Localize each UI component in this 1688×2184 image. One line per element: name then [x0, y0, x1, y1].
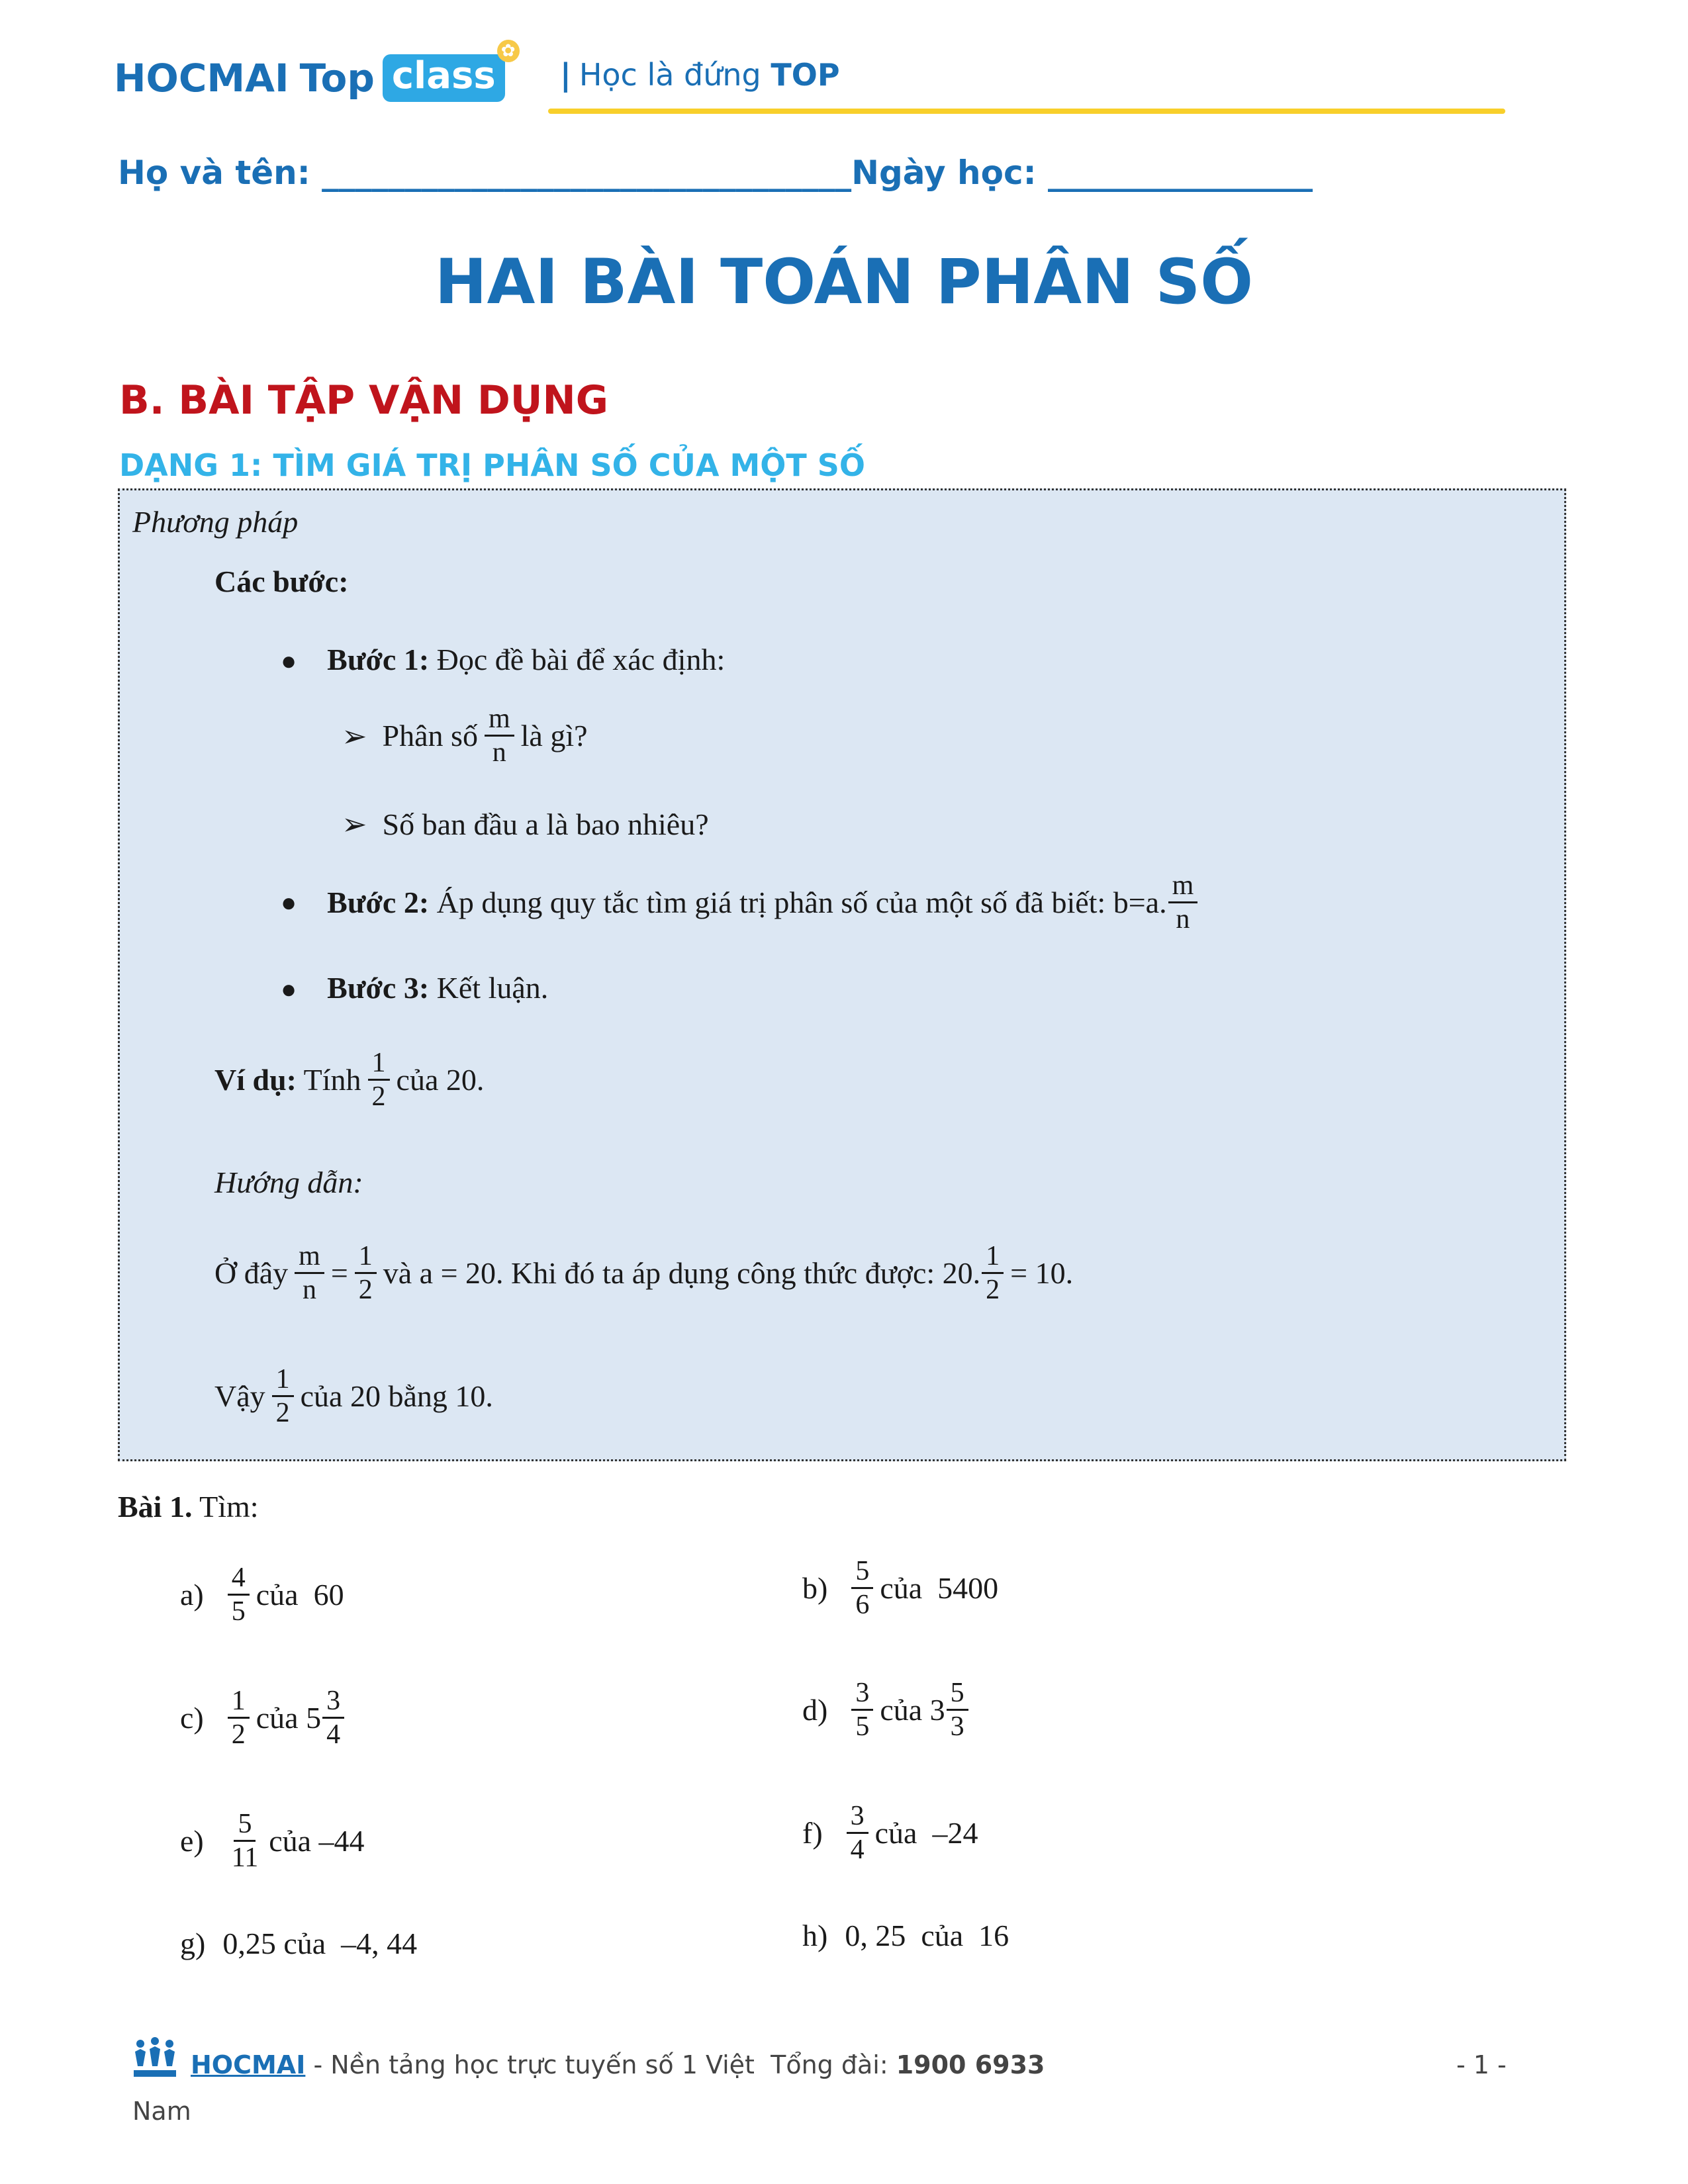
frac-den: 6	[855, 1590, 870, 1621]
item-fraction	[847, 1801, 868, 1864]
steps-title: Các bước:	[214, 565, 349, 598]
item-label: d)	[802, 1693, 828, 1727]
bullet-icon: ●	[281, 887, 297, 918]
exercise-item-b	[802, 1557, 998, 1619]
example-pre: Tính	[296, 1063, 361, 1097]
step-1-text: Đọc đề bài để xác định:	[429, 643, 726, 676]
frac-den: 2	[986, 1275, 1000, 1306]
frac-den: 2	[371, 1081, 386, 1113]
item-fraction	[851, 1557, 873, 1619]
frac-num: 1	[355, 1242, 377, 1274]
item-label: e)	[180, 1824, 204, 1858]
example-post: của 20.	[396, 1063, 485, 1097]
item-fraction	[851, 1678, 873, 1741]
star-icon: ✿	[497, 40, 520, 62]
frac-den: 3	[950, 1711, 964, 1743]
exercise-item-e	[180, 1809, 365, 1872]
frac-num: 4	[228, 1563, 250, 1596]
equals-sign: =	[330, 1256, 348, 1291]
item-label: f)	[802, 1816, 823, 1850]
frac-den: 5	[231, 1596, 246, 1627]
frac-num: 1	[272, 1365, 294, 1397]
slogan	[560, 57, 840, 93]
slogan-bold: TOP	[771, 57, 840, 93]
frac-num: m	[1168, 871, 1198, 903]
exercise-item-h	[802, 1918, 1009, 1953]
frac-num: 5	[947, 1678, 968, 1711]
hocmai-topclass-logo	[114, 41, 516, 102]
frac-den: 5	[855, 1711, 870, 1743]
exercise-item-a	[180, 1563, 344, 1626]
item-fraction	[228, 1686, 250, 1749]
item-label: h)	[802, 1919, 828, 1952]
item-text: 0, 25 của 16	[845, 1919, 1009, 1952]
exercise-heading	[118, 1489, 259, 1524]
footer-tagline-continued: Nam	[132, 2097, 191, 2126]
frac-den: n	[302, 1275, 316, 1306]
frac-den: 2	[275, 1398, 290, 1429]
fraction-m-n	[295, 1242, 324, 1304]
logo-class-text: class	[391, 54, 496, 97]
frac-num: 1	[368, 1048, 390, 1081]
exercise-item-f	[802, 1801, 978, 1864]
guide-pre: Ở đây	[214, 1256, 289, 1291]
sub-step-2-text: Số ban đầu a là bao nhiêu?	[382, 807, 709, 841]
frac-num: 1	[982, 1242, 1004, 1274]
exercise-item-d	[802, 1678, 975, 1741]
example-label: Ví dụ:	[214, 1063, 297, 1097]
item-fraction	[228, 1563, 250, 1626]
sub-step-1	[342, 704, 588, 767]
frac-num: 1	[228, 1686, 250, 1719]
frac-den: 4	[850, 1835, 865, 1866]
frac-num: 3	[851, 1678, 873, 1711]
step-3	[281, 970, 548, 1005]
conclusion-pre: Vậy	[214, 1379, 265, 1414]
guide-calc-pre: 20.	[942, 1256, 981, 1291]
exercise-item-g	[180, 1926, 417, 1961]
fraction-1-2	[368, 1048, 390, 1111]
step-2-label: Bước 2:	[327, 886, 430, 920]
frac-den: 2	[358, 1275, 373, 1306]
frac-num: m	[295, 1242, 324, 1274]
item-label: c)	[180, 1701, 204, 1735]
item-text: của –44	[269, 1824, 365, 1858]
fraction-m-n	[485, 704, 514, 767]
frac-num: m	[485, 704, 514, 737]
frac-num: 3	[847, 1801, 868, 1834]
name-label: Họ và tên:	[118, 154, 322, 192]
step-2-text: Áp dụng quy tắc tìm giá trị phân số của một số đã biết:	[429, 886, 1113, 920]
item-mixed-number	[256, 1686, 351, 1749]
step-3-text: Kết luận.	[429, 971, 549, 1005]
footer-tagline: - Nền tảng học trực tuyến số 1 Việt	[305, 2050, 763, 2079]
example	[214, 1048, 484, 1111]
logo-main-text: HOCMAI	[114, 56, 289, 101]
item-label: a)	[180, 1578, 204, 1612]
item-text: của 60	[256, 1578, 344, 1612]
footer-hotline-label: Tổng đài:	[763, 2050, 896, 2079]
step-1-label: Bước 1:	[327, 643, 430, 676]
fraction-1-2	[982, 1242, 1004, 1304]
dang-heading: DẠNG 1: TÌM GIÁ TRỊ PHÂN SỐ CỦA MỘT SỐ	[119, 447, 865, 483]
logo-class-badge	[383, 41, 516, 102]
conclusion	[214, 1365, 493, 1428]
sub-step-1-post: là gì?	[520, 719, 588, 753]
step-2-formula: b=a.	[1113, 886, 1167, 920]
sub-step-2	[342, 806, 709, 842]
exercise-instruction: Tìm:	[192, 1490, 259, 1524]
item-text: của 5	[256, 1701, 322, 1735]
fraction-1-2	[355, 1242, 377, 1304]
fraction-m-n	[1168, 871, 1198, 934]
frac-den: 4	[326, 1719, 341, 1751]
step-2	[281, 871, 1204, 934]
page-number: - 1 -	[1456, 2050, 1507, 2079]
item-text: của 5400	[880, 1571, 999, 1606]
guide-end: .	[1065, 1256, 1074, 1291]
exercise-item-c	[180, 1686, 351, 1749]
item-label: g)	[180, 1927, 206, 1960]
method-heading: Phương pháp	[132, 505, 299, 539]
exercise-label: Bài 1.	[118, 1490, 193, 1524]
hocmai-footer-icon	[131, 2037, 179, 2081]
frac-den: n	[1176, 904, 1190, 935]
fraction-1-2	[272, 1365, 294, 1428]
frac-den: n	[492, 737, 506, 768]
logo-top-text: Top	[299, 56, 375, 101]
frac-den: 11	[231, 1843, 259, 1874]
date-blank: ________________	[1047, 154, 1313, 192]
page-title: HAI BÀI TOÁN PHÂN SỐ	[434, 246, 1254, 318]
item-mixed-number	[880, 1678, 974, 1741]
header-divider	[548, 109, 1505, 114]
guide-line	[214, 1242, 1073, 1304]
item-text: của 3	[880, 1693, 945, 1727]
section-heading: B. BÀI TẬP VẬN DỤNG	[119, 377, 608, 424]
frac-num: 5	[851, 1557, 873, 1589]
conclusion-post: của 20 bằng 10.	[300, 1379, 493, 1414]
frac-den: 2	[231, 1719, 246, 1751]
date-label: Ngày học:	[851, 154, 1048, 192]
item-text: của –24	[874, 1816, 978, 1850]
sub-step-1-pre: Phân số	[382, 719, 478, 753]
guide-heading: Hướng dẫn:	[214, 1165, 363, 1199]
mixed-fraction	[947, 1678, 968, 1741]
footer-hotline: 1900 6933	[896, 2050, 1045, 2079]
name-blank: ________________________________	[322, 154, 852, 192]
frac-num: 5	[234, 1809, 256, 1842]
student-info-line	[118, 154, 1313, 192]
bullet-icon: ●	[281, 974, 297, 1004]
mixed-fraction	[322, 1686, 344, 1749]
guide-mid: và a = 20. Khi đó ta áp dụng công thức được:	[383, 1256, 943, 1291]
guide-calc-post: = 10	[1010, 1256, 1066, 1291]
item-fraction	[228, 1809, 262, 1872]
footer-brand-link[interactable]: HOCMAI	[191, 2050, 306, 2079]
slogan-prefix: Học là đứng	[579, 57, 761, 93]
step-3-label: Bước 3:	[327, 971, 430, 1005]
item-text: 0,25 của –4, 44	[222, 1927, 418, 1960]
slogan-divider: |	[560, 57, 571, 93]
frac-num: 3	[322, 1686, 344, 1719]
step-1	[281, 642, 725, 677]
footer-line	[191, 2050, 1045, 2079]
item-label: b)	[802, 1571, 828, 1606]
arrow-bullet-icon: ➢	[342, 719, 367, 753]
arrow-bullet-icon: ➢	[342, 807, 367, 841]
bullet-icon: ●	[281, 646, 297, 676]
